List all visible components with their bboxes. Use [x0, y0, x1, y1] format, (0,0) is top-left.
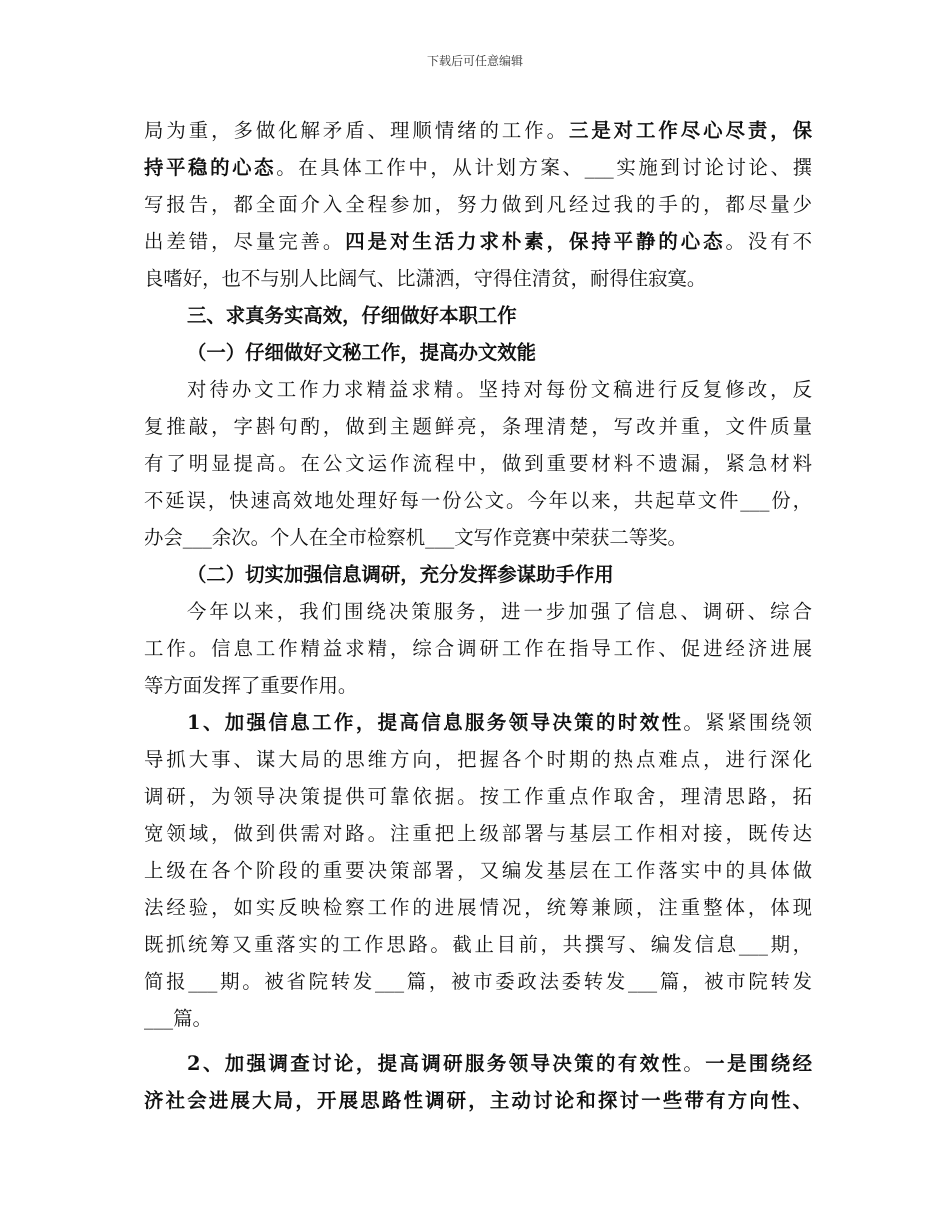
text-span: 良嗜好，也不与别人比阔气、比潇洒，守得住清贫，耐得住寂寞。 — [144, 267, 707, 290]
text-span: 宽领域，做到供需对路。注重把上级部署与基层工作相对接，既传达 — [144, 822, 812, 845]
text-span: 写报告，都全面介入全程参加，努力做到凡经过我的手的，都尽量少 — [144, 193, 812, 216]
paragraph-gap — [144, 1037, 812, 1045]
bold-text-span: （一）仔细做好文秘工作，提高办文效能 — [187, 341, 537, 364]
text-span: 出差错，尽量完善。 — [144, 230, 346, 253]
text-span: 既抓统筹又重落实的工作思路。截止目前，共撰写、编发信息___期， — [144, 933, 812, 956]
text-line — [144, 1000, 812, 1037]
text-line — [144, 260, 812, 297]
text-line — [144, 186, 812, 223]
text-line — [144, 926, 812, 963]
bold-text-span: 四是对生活力求朴素，保持平静的心态 — [345, 230, 726, 253]
text-span: 办会___余次。个人在全市检察机___文写作竞赛中荣获二等奖。 — [144, 526, 687, 549]
text-line — [144, 223, 812, 260]
text-line — [144, 519, 812, 556]
text-span: 导抓大事、谋大局的思维方向，把握各个时期的热点难点，进行深化 — [144, 748, 812, 771]
text-line — [144, 112, 812, 149]
text-span: ___篇。 — [144, 1007, 212, 1030]
text-span: 。没有不 — [725, 230, 813, 253]
text-span: 。 — [683, 1052, 706, 1075]
text-line — [144, 963, 812, 1000]
text-span: 简报___期。被省院转发___篇，被市委政法委转发___篇，被市院转发 — [144, 970, 812, 993]
bold-text-span: 一是围绕经 — [705, 1052, 812, 1075]
text-span: 。紧紧围绕领 — [683, 711, 812, 734]
text-span: 对待办文工作力求精益求精。坚持对每份文稿进行反复修改，反 — [187, 378, 812, 401]
text-span: 调研，为领导决策提供可靠依据。按工作重点作取舍，理清思路，拓 — [144, 785, 812, 808]
text-line — [144, 889, 812, 926]
text-span: 不延误，快速高效地处理好每一份公文。今年以来，共起草文件___份， — [144, 489, 812, 512]
text-line — [144, 556, 812, 593]
text-line — [144, 371, 812, 408]
text-line — [144, 482, 812, 519]
text-line — [144, 334, 812, 371]
text-span: 今年以来，我们围绕决策服务，进一步加强了信息、调研、综合 — [187, 600, 812, 623]
bold-text-span: 持平稳的心态 — [144, 156, 277, 179]
text-line — [144, 630, 812, 667]
text-line — [144, 704, 812, 741]
text-line — [144, 741, 812, 778]
bold-text-span: （二）切实加强信息调研，充分发挥参谋助手作用 — [187, 563, 614, 586]
text-span: 工作。信息工作精益求精，综合调研工作在指导工作、促进经济进展 — [144, 637, 812, 660]
text-line — [144, 408, 812, 445]
text-line — [144, 778, 812, 815]
text-span: 法经验，如实反映检察工作的进展情况，统筹兼顾，注重整体，体现 — [144, 896, 812, 919]
text-line — [144, 852, 812, 889]
text-span: 上级在各个阶段的重要决策部署，又编发基层在工作落实中的具体做 — [144, 859, 812, 882]
text-line — [144, 1045, 812, 1082]
text-line — [144, 297, 812, 334]
text-line — [144, 815, 812, 852]
bold-text-span: 2、加强调查讨论，提高调研服务领导决策的有效性 — [187, 1052, 684, 1075]
text-span: 复推敲，字斟句酌，做到主题鲜亮，条理清楚，写改并重，文件质量 — [144, 415, 812, 438]
text-span: 。在具体工作中，从计划方案、___实施到讨论讨论、撰 — [276, 156, 812, 179]
bold-text-span: 1、加强信息工作，提高信息服务领导决策的时效性 — [187, 711, 684, 734]
bold-text-span: 三是对工作尽心尽责，保 — [568, 119, 813, 142]
page-header: 下载后可任意编辑 — [426, 54, 523, 68]
text-span: 有了明显提高。在公文运作流程中，做到重要材料不遗漏，紧急材料 — [144, 452, 812, 475]
text-line — [144, 445, 812, 482]
text-line — [144, 149, 812, 186]
text-line — [144, 593, 812, 630]
text-span: 等方面发挥了重要作用。 — [144, 674, 358, 697]
bold-text-span: 济社会进展大局，开展思路性调研，主动讨论和探讨一些带有方向性、 — [144, 1089, 812, 1112]
text-line — [144, 667, 812, 704]
document-body — [144, 112, 812, 1119]
bold-text-span: 三、求真务实高效，仔细做好本职工作 — [187, 304, 517, 327]
text-span: 局为重，多做化解矛盾、理顺情绪的工作。 — [144, 119, 569, 142]
text-line — [144, 1082, 812, 1119]
